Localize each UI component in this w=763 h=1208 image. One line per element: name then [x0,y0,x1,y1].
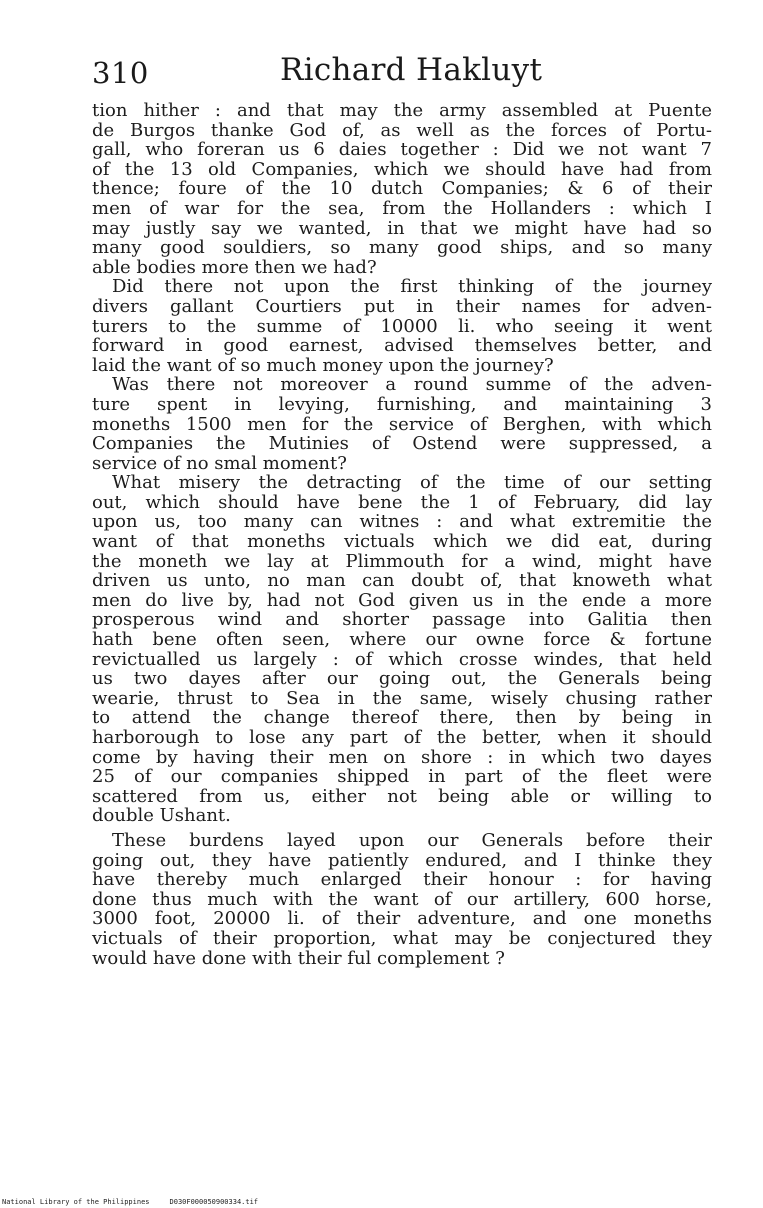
body-text [92,101,712,968]
text-line: moneths 1500 men for the service of Berghen, with which [92,413,712,435]
page-number: 310 [92,56,149,90]
text-line: upon us, too many can witnes : and what extremitie the [92,511,712,533]
text-line: Was there not moreover a round summe of the adven- [112,374,712,396]
text-line: men do live by, had not God given us in the ende a more [92,589,712,611]
paragraph [92,101,712,277]
text-line: may justly say we wanted, in that we might have had so [92,217,712,239]
text-line: 3000 foot, 20000 li. of their adventure, and one moneths [92,908,712,930]
page-header [92,52,712,96]
text-line: ture spent in levying, furnishing, and maintaining 3 [92,393,712,415]
scan-file-id: D030F000050900334.tif [169,1198,259,1206]
text-line: men of war for the sea, from the Hollanders : which I [92,197,712,219]
text-line: tion hither : and that may the army assembled at Puente [92,100,712,121]
text-line: have thereby much enlarged their honour : for having [92,869,712,891]
text-line: many good souldiers, so many good ships, and so many [92,237,712,259]
text-line: double Ushant. [92,805,231,827]
text-line: us two dayes after our going out, the Generals being [92,668,712,690]
text-line: laid the want of so much money upon the journey? [92,354,554,376]
paragraph [92,375,712,473]
text-line: de Burgos thanke God of, as well as the forces of Portu- [92,119,712,141]
text-line: divers gallant Courtiers put in their names for adven- [92,295,712,317]
text-line: thence; foure of the 10 dutch Companies; & 6 of their [92,178,712,200]
text-line: driven us unto, no man can doubt of, that knoweth what [92,570,712,592]
text-line: want of that moneths victuals which we did eat, during [92,531,712,553]
paragraph [92,277,712,375]
paragraph [92,831,712,968]
text-line: forward in good earnest, advised themselves better, and [92,335,712,357]
text-line: done thus much with the want of our artillery, 600 horse, [92,888,712,910]
text-line: What misery the detracting of the time of our setting [112,472,712,494]
running-title: Richard Hakluyt [280,52,543,88]
paragraph [92,473,712,826]
text-line: to attend the change thereof there, then by being in [92,707,712,729]
text-line: Did there not upon the first thinking of the journey [112,276,712,298]
text-line: going out, they have patiently endured, and I thinke they [92,849,712,871]
library-credit: National Library of the Philippines [2,1198,150,1206]
text-line: 25 of our companies shipped in part of the fleet were [92,766,712,788]
text-line: turers to the summe of 10000 li. who seeing it went [92,315,712,337]
text-line: harborough to lose any part of the better, when it should [92,727,712,748]
text-line: revictualled us largely : of which crosse windes, that held [92,648,712,670]
scan-footer [0,1196,763,1208]
text-line: come by having their men on shore : in which two dayes [92,746,712,768]
text-line: scattered from us, either not being able or willing to [92,785,712,807]
text-line: would have done with their ful complement ? [92,947,505,969]
text-line: of the 13 old Companies, which we should have had from [92,158,712,180]
text-line: Companies the Mutinies of Ostend were suppressed, a [92,433,712,455]
text-line: wearie, thrust to Sea in the same, wisely chusing rather [92,687,712,709]
text-line: gall, who foreran us 6 daies together : Did we not want 7 [92,139,712,161]
text-line: out, which should have bene the 1 of February, did lay [92,491,712,513]
text-line: prosperous wind and shorter passage into Galitia then [92,609,712,631]
text-line: service of no smal moment? [92,452,347,474]
text-line: able bodies more then we had? [92,256,377,278]
text-line: hath bene often seen, where our owne force & fortune [92,629,712,651]
text-line: victuals of their proportion, what may be conjectured they [92,927,712,949]
text-line: the moneth we lay at Plimmouth for a wind, might have [92,550,712,572]
text-line: These burdens layed upon our Generals before their [112,829,712,851]
